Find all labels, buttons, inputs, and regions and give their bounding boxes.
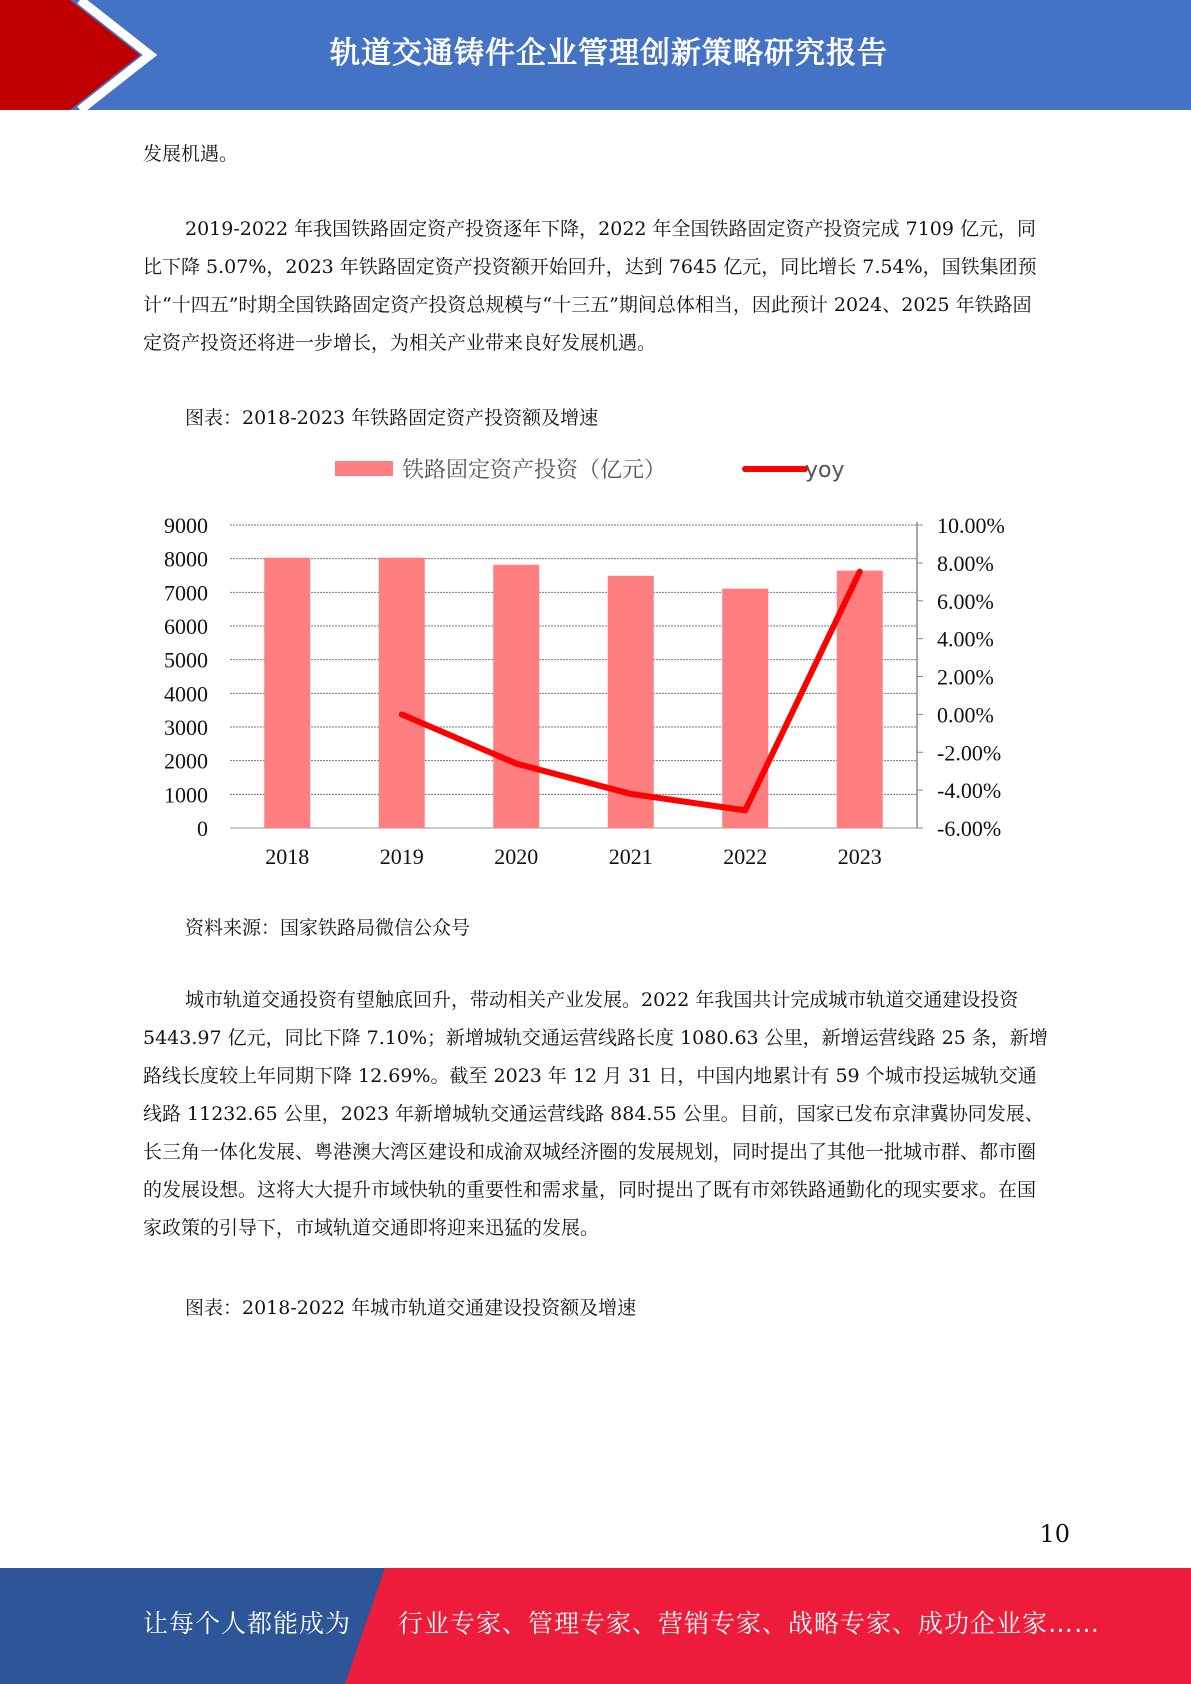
chart-legend bbox=[335, 458, 845, 483]
bar-2019 bbox=[379, 558, 425, 828]
chart-caption-railway: 图表：2018-2023 年铁路固定资产投资额及增速 bbox=[185, 407, 599, 429]
bar-2018 bbox=[264, 558, 310, 828]
railway-investment-chart bbox=[140, 440, 1040, 880]
left-axis-tick-label: 3000 bbox=[164, 715, 208, 740]
left-axis-tick-label: 5000 bbox=[164, 647, 208, 673]
paragraph-continuation: 发展机遇。 bbox=[143, 143, 239, 165]
right-axis-tick-label: -6.00% bbox=[937, 816, 1002, 841]
left-axis-tick-label: 0 bbox=[197, 816, 208, 841]
left-axis-ticks bbox=[164, 513, 208, 841]
x-axis-tick-label: 2019 bbox=[379, 844, 424, 869]
x-axis-tick-label: 2022 bbox=[723, 844, 768, 869]
right-axis-tick-label: -2.00% bbox=[937, 740, 1002, 766]
right-axis-tick-label: 10.00% bbox=[937, 513, 1005, 538]
report-title: 轨道交通铸件企业管理创新策略研究报告 bbox=[330, 36, 888, 71]
left-axis-tick-label: 4000 bbox=[164, 681, 208, 707]
footer-slogan-right: 行业专家、管理专家、营销专家、战略专家、成功企业家…… bbox=[398, 1609, 1101, 1638]
right-axis-tick-label: 2.00% bbox=[937, 664, 994, 690]
left-axis-tick-label: 9000 bbox=[164, 513, 208, 538]
page-header bbox=[0, 0, 1191, 110]
x-axis-tick-label: 2021 bbox=[608, 844, 653, 869]
left-axis-tick-label: 8000 bbox=[164, 546, 208, 572]
legend-line-label: yoy bbox=[805, 458, 845, 483]
left-axis-tick-label: 2000 bbox=[164, 748, 208, 774]
page-footer bbox=[0, 1568, 1191, 1684]
right-axis-tick-label: -4.00% bbox=[937, 778, 1002, 804]
bar-2022 bbox=[722, 589, 768, 828]
right-axis-tick-label: 0.00% bbox=[937, 702, 994, 728]
right-axis-ticks bbox=[917, 513, 1005, 841]
right-axis-tick-label: 6.00% bbox=[937, 588, 994, 614]
left-axis-tick-label: 7000 bbox=[164, 580, 208, 606]
paragraph-railway-investment: 2019-2022 年我国铁路固定资产投资逐年下降，2022 年全国铁路固定资产投资完成 7109 亿元，同比下降 5.07%，2023 年铁路固定资产投资额开始回升，达到 7645 亿元，同比增长 7.54%，国铁集团预计“十四五”时期全国铁路固定资产投资总规模与“十三五”期间总体相当，因此预计 2024、2025 年铁路固定资产投资还将进一步增长，为相关产业带来良好发展机遇。 bbox=[143, 218, 1037, 354]
footer-slogan-left: 让每个人都能成为 bbox=[143, 1609, 352, 1638]
page-number: 10 bbox=[1039, 1520, 1070, 1548]
x-axis-tick-label: 2018 bbox=[265, 844, 310, 869]
left-axis-tick-label: 6000 bbox=[164, 614, 208, 639]
left-axis-tick-label: 1000 bbox=[164, 782, 208, 808]
paragraph-urban-rail: 城市轨道交通投资有望触底回升，带动相关产业发展。2022 年我国共计完成城市轨道交通建设投资 5443.97 亿元，同比下降 7.10%；新增城轨交通运营线路长度 1080.63 公里，新增运营线路 25 条，新增路线长度较上年同期下降 12.69%。截至 2023 年 12 月 31 日，中国内地累计有 59 个城市投运城轨交通线路 11232.65 公里，2023 年新增城轨交通运营线路 884.55 公里。目前，国家已发布京津冀协同发展、长三角一体化发展、粤港澳大湾区建设和成渝双城经济圈的发展规划，同时提出了其他一批城市群、都市圈的发展设想。这将大大提升市域快轨的重要性和需求量，同时提出了既有市郊铁路通勤化的现实要求。在国家政策的引导下，市域轨道交通即将迎来迅猛的发展。 bbox=[143, 989, 1048, 1239]
x-axis-ticks bbox=[265, 844, 882, 869]
header-chevron-decoration bbox=[0, 0, 160, 110]
bar-2020 bbox=[493, 565, 539, 828]
x-axis-tick-label: 2023 bbox=[837, 844, 882, 869]
chart-source-note: 资料来源：国家铁路局微信公众号 bbox=[185, 917, 471, 939]
right-axis-tick-label: 4.00% bbox=[937, 626, 994, 652]
x-axis-tick-label: 2020 bbox=[494, 844, 539, 869]
chart-gridlines bbox=[230, 525, 917, 828]
legend-bar-label: 铁路固定资产投资（亿元） bbox=[402, 458, 667, 483]
chart-caption-urban-rail: 图表：2018-2022 年城市轨道交通建设投资额及增速 bbox=[185, 1297, 637, 1319]
legend-bar-swatch bbox=[335, 461, 393, 476]
right-axis-tick-label: 8.00% bbox=[937, 550, 994, 576]
